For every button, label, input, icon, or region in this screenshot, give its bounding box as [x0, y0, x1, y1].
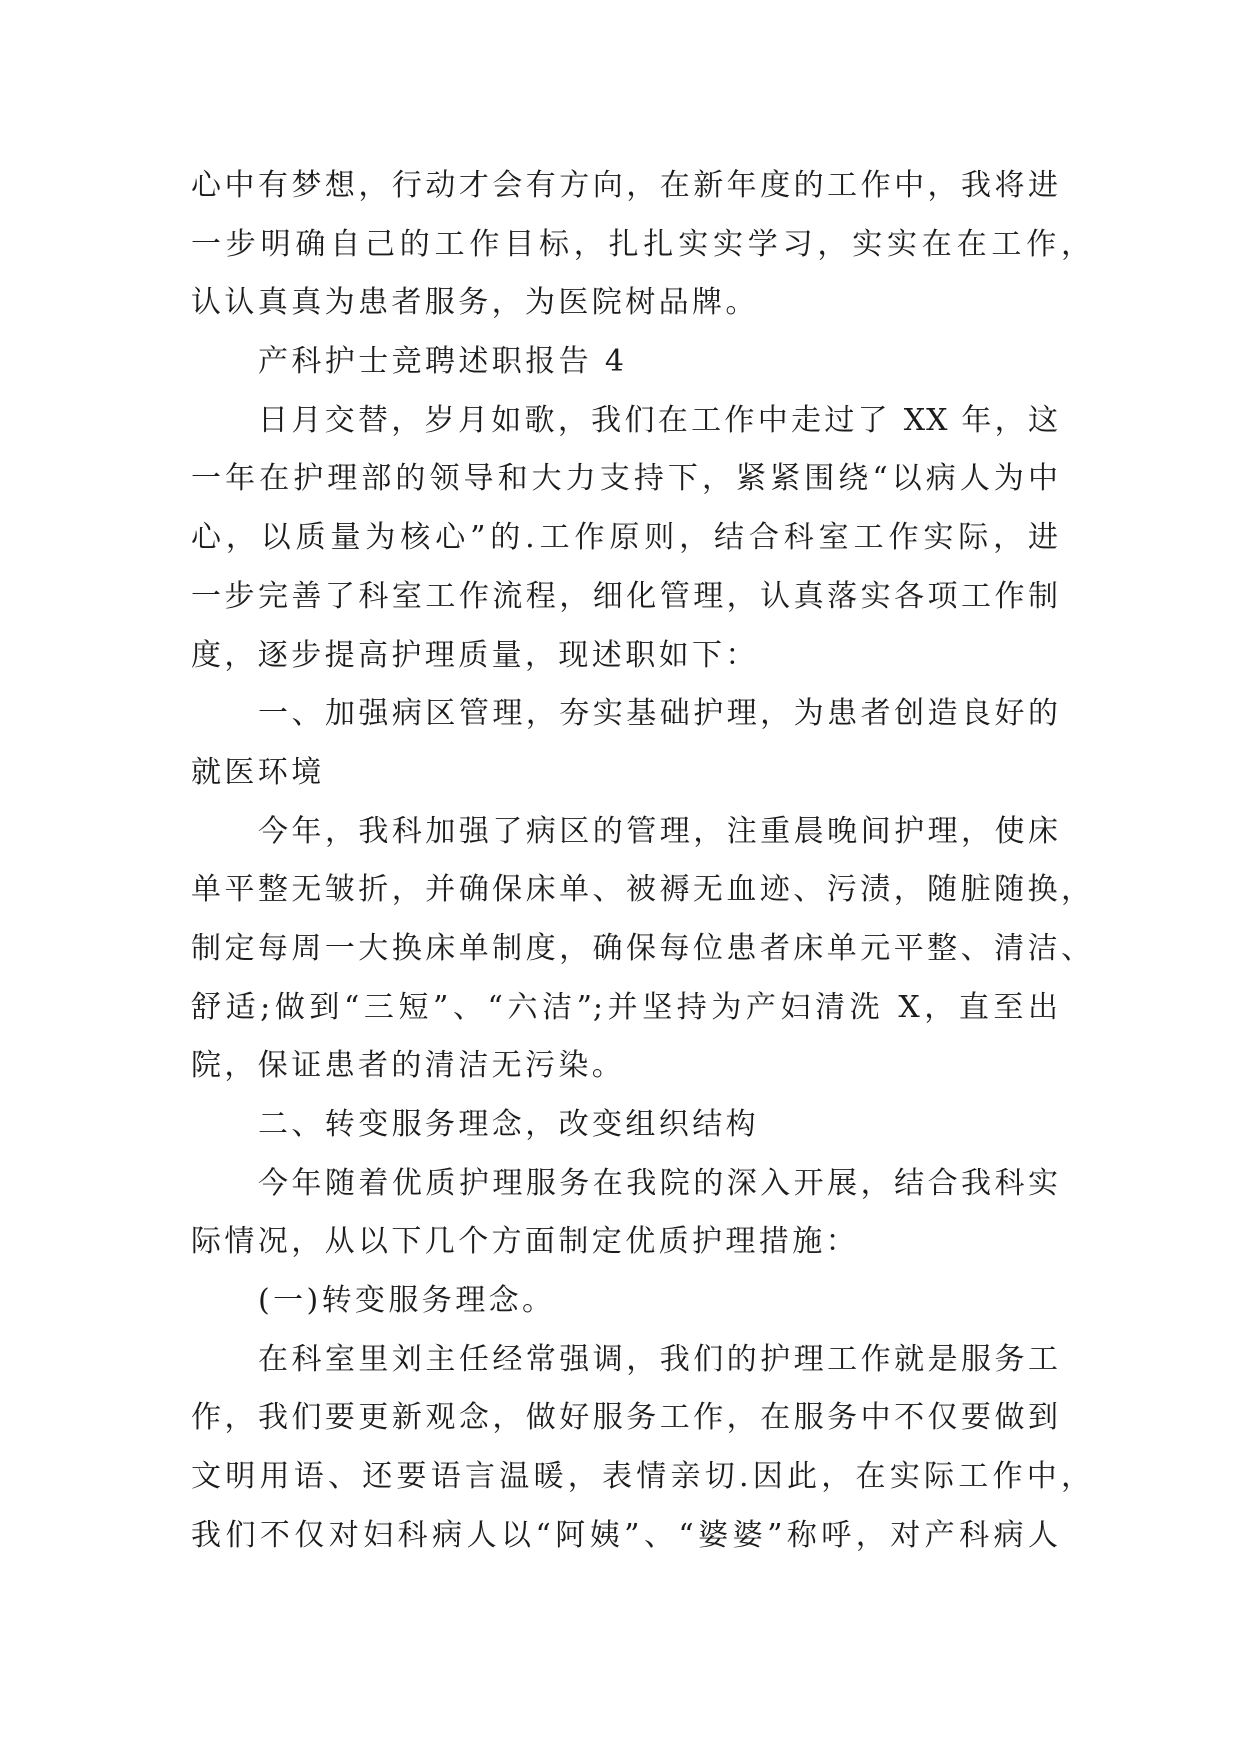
- document-body: [191, 157, 1092, 1566]
- text-line: 二、转变服务理念，改变组织结构: [258, 1107, 759, 1142]
- text-line: 心中有梦想，行动才会有方向，在新年度的工作中，我将进: [191, 168, 1059, 203]
- text-line: 作，我们要更新观念，做好服务工作，在服务中不仅要做到: [191, 1400, 1059, 1436]
- text-line: 心，以质量为核心”的.工作原则，结合科室工作实际，进: [191, 520, 1059, 556]
- text-line: 际情况，从以下几个方面制定优质护理措施：: [191, 1224, 859, 1260]
- text-line: 我们不仅对妇科病人以“阿姨”、“婆婆”称呼，对产科病人: [191, 1517, 1059, 1553]
- text-line: 制定每周一大换床单制度，确保每位患者床单元平整、清洁、: [191, 930, 1092, 966]
- text-line: 今年，我科加强了病区的管理，注重晨晚间护理，使床: [258, 813, 1059, 849]
- section-1-paragraph: [191, 803, 1092, 1096]
- text-line: 一年在护理部的领导和大力支持下，紧紧围绕“以病人为中: [191, 461, 1059, 497]
- text-line: 就医环境: [191, 754, 325, 790]
- subsection-1-paragraph: [191, 1331, 1092, 1566]
- text-line: 院，保证患者的清洁无污染。: [191, 1048, 626, 1084]
- section-heading-1: [191, 685, 1092, 802]
- subsection-heading-1: [191, 1272, 1092, 1331]
- text-line: 一步完善了科室工作流程，细化管理，认真落实各项工作制: [191, 578, 1059, 614]
- continued-paragraph: [191, 157, 1092, 333]
- text-line: 舒适;做到“三短”、“六洁”;并坚持为产妇清洗 X，直至出: [191, 989, 1059, 1025]
- text-line: 在科室里刘主任经常强调，我们的护理工作就是服务工: [258, 1341, 1059, 1377]
- text-line: 一步明确自己的工作目标，扎扎实实学习，实实在在工作，: [191, 226, 1092, 262]
- text-line: (一)转变服务理念。: [258, 1283, 556, 1319]
- section-2-paragraph: [191, 1155, 1092, 1272]
- text-line: 今年随着优质护理服务在我院的深入开展，结合我科实: [258, 1165, 1059, 1201]
- text-line: 一、加强病区管理，夯实基础护理，为患者创造良好的: [258, 696, 1059, 732]
- report-title: [191, 333, 1092, 392]
- text-line: 认认真真为患者服务，为医院树品牌。: [191, 285, 759, 321]
- intro-paragraph: [191, 392, 1092, 685]
- section-heading-2: [191, 1096, 1092, 1155]
- text-line: 文明用语、还要语言温暖，表情亲切.因此，在实际工作中，: [191, 1459, 1092, 1495]
- text-line: 单平整无皱折，并确保床单、被褥无血迹、污渍，随脏随换，: [191, 872, 1092, 908]
- text-line: 产科护士竞聘述职报告 4: [258, 344, 628, 380]
- text-line: 日月交替，岁月如歌，我们在工作中走过了 XX 年，这: [258, 402, 1059, 438]
- text-line: 度，逐步提高护理质量，现述职如下：: [191, 637, 759, 673]
